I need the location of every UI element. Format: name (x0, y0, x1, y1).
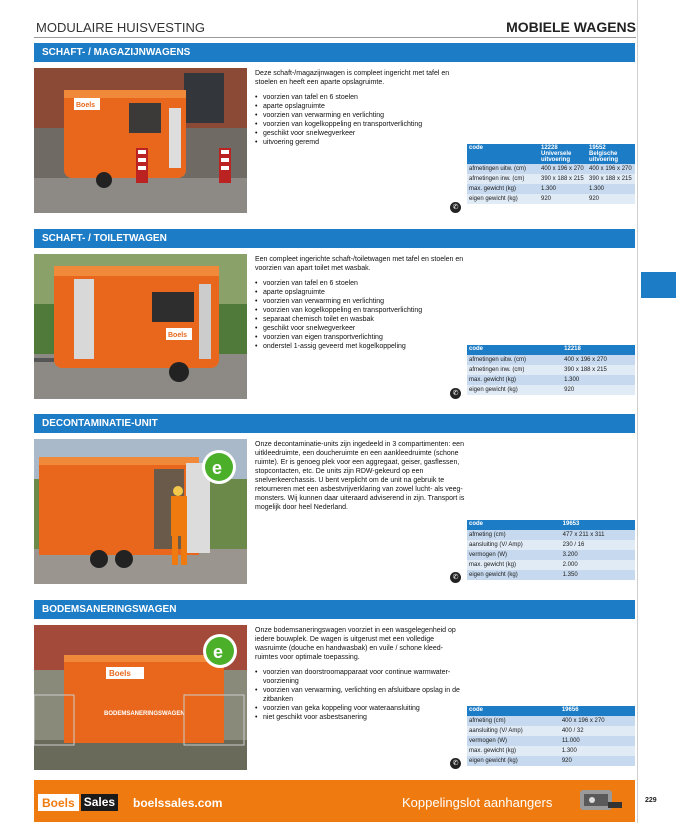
spec-label: afmetingen inw. (cm) (467, 174, 539, 184)
product-photo-bodemsanering (34, 625, 247, 770)
spec-label: vermogen (W) (467, 736, 560, 746)
feature-item: • voorzien van verwarming en verlichting (255, 297, 465, 306)
section-title: SCHAFT- / MAGAZIJNWAGENS (42, 47, 191, 58)
code-header: code (467, 345, 562, 355)
phone-icon: ✆ (450, 202, 461, 213)
spec-value: 11.000 (560, 736, 635, 746)
spec-label: max. gewicht (kg) (467, 560, 561, 570)
trailer-lettering: BODEMSANERINGSWAGEN (104, 711, 185, 717)
trailer-logo: Boels (109, 669, 131, 678)
spec-value: 230 / 16 (561, 540, 635, 550)
spec-label: eigen gewicht (kg) (467, 385, 562, 395)
spec-label: eigen gewicht (kg) (467, 756, 560, 766)
code-header: code (467, 706, 560, 716)
spec-value: 400 x 196 x 270 (539, 164, 587, 174)
spec-value: 920 (560, 756, 635, 766)
spec-label: afmeting (cm) (467, 716, 560, 726)
code-value: 19656 (560, 706, 635, 716)
section-intro: Onze bodemsaneringswagen voorziet in een wasgelegenheid op iedere bouwplek. De wagen is uitgerust met een volledige wasruimte (douche en handwasbak) en vuile / schone kleed-ruimtes voor optimale toepassing. (255, 627, 456, 661)
code-value: 12218 (562, 345, 635, 355)
spec-label: vermogen (W) (467, 550, 561, 560)
feature-item: • separaat chemisch toilet en wasbak (255, 315, 465, 324)
feature-item: • voorzien van eigen transportverlichting (255, 333, 465, 342)
spec-value: 400 x 196 x 270 (562, 355, 635, 365)
header-category: MODULAIRE HUISVESTING (36, 20, 206, 35)
code-header: code (467, 144, 539, 164)
feature-item: • niet geschikt voor asbestsanering (255, 713, 465, 722)
section-title-bar (34, 414, 635, 433)
feature-item: • uitvoering geremd (255, 138, 465, 147)
header-divider (34, 37, 636, 38)
spec-value: 400 / 32 (560, 726, 635, 736)
feature-item: • voorzien van verwarming en verlichting (255, 111, 465, 120)
spec-label: max. gewicht (kg) (467, 375, 562, 385)
spec-label: aansluiting (V/ Amp) (467, 540, 561, 550)
phone-icon: ✆ (450, 758, 461, 769)
footer-banner (34, 780, 635, 822)
spec-label: eigen gewicht (kg) (467, 570, 561, 580)
coupling-lock-image (574, 782, 624, 820)
footer-product-title: Koppelingslot aanhangers (402, 795, 553, 810)
spec-table (467, 520, 635, 580)
phone-icon: ✆ (450, 388, 461, 399)
spec-label: afmetingen inw. (cm) (467, 365, 562, 375)
spec-value: 920 (562, 385, 635, 395)
spec-value: 390 x 188 x 215 (587, 174, 635, 184)
feature-item: • voorzien van tafel en 6 stoelen (255, 279, 465, 288)
code-value: 19552 Belgische uitvoering (587, 144, 635, 164)
section-intro: Onze decontaminatie-units zijn ingedeeld in 3 compartimenten: een uitkleedruimte, een doucheruimte en een aankleedruimte (schone ruimte). Er is genoeg plek voor een aggregaat, geiser, gasflessen, stopcontacten, etc. De units zijn RDW-gekeurd op een snelverkeerchassis. U bent verplicht om de unit na gebruik te retourneren met een asbestvrijverklaring van zowel lucht- als veeg-monsters. Wij kunnen daar uiteraard adviserend in zijn. Transport is mogelijk door heel Nederland. (255, 441, 465, 511)
spec-value: 1.300 (562, 375, 635, 385)
spec-label: eigen gewicht (kg) (467, 194, 539, 204)
chapter-tab (641, 272, 676, 298)
section-title-bar (34, 43, 635, 62)
feature-item: • voorzien van tafel en 6 stoelen (255, 93, 465, 102)
spec-table (467, 144, 635, 204)
feature-item: • aparte opslagruimte (255, 288, 465, 297)
spec-value: 1.300 (539, 184, 587, 194)
website-link[interactable]: boelssales.com (133, 796, 223, 810)
spec-label: afmetingen uitw. (cm) (467, 355, 562, 365)
section-description (255, 626, 465, 722)
section-title: BODEMSANERINGSWAGEN (42, 604, 177, 615)
spec-value: 390 x 188 x 215 (562, 365, 635, 375)
spec-value: 1.300 (560, 746, 635, 756)
trailer-logo: Boels (76, 102, 96, 109)
spec-value: 3.200 (561, 550, 635, 560)
trailer-logo: Boels (168, 332, 188, 339)
section-intro: Een compleet ingerichte schaft-/toiletwagen met tafel en stoelen en voorzien van apart toilet met wasbak. (255, 256, 464, 272)
spec-value: 1.300 (587, 184, 635, 194)
spec-label: max. gewicht (kg) (467, 746, 560, 756)
spec-label: afmeting (cm) (467, 530, 561, 540)
spec-value: 400 x 196 x 270 (587, 164, 635, 174)
spec-table (467, 706, 635, 766)
section-title: DECONTAMINATIE-UNIT (42, 418, 158, 429)
code-value: 19653 (561, 520, 635, 530)
section-title: SCHAFT- / TOILETWAGEN (42, 233, 167, 244)
spec-value: 400 x 196 x 270 (560, 716, 635, 726)
feature-item: • geschikt voor snelwegverkeer (255, 129, 465, 138)
page-number: 229 (645, 797, 657, 804)
feature-list (255, 279, 465, 351)
spec-table (467, 345, 635, 395)
spec-value: 477 x 211 x 311 (561, 530, 635, 540)
product-photo-decontaminatie (34, 439, 247, 584)
eco-logo: e (212, 458, 223, 478)
feature-item: • voorzien van doorstroomapparaat voor continue warmwater-voorziening (255, 668, 465, 686)
spec-value: 390 x 188 x 215 (539, 174, 587, 184)
feature-item: • onderstel 1-assig geveerd met kogelkoppeling (255, 342, 465, 351)
section-description (255, 255, 465, 351)
feature-item: • geschikt voor snelwegverkeer (255, 324, 465, 333)
phone-icon: ✆ (450, 572, 461, 583)
header-title: MOBIELE WAGENS (506, 19, 636, 35)
feature-list (255, 93, 465, 147)
boels-sales-logo[interactable] (38, 794, 118, 811)
section-title-bar (34, 600, 635, 619)
section-title-bar (34, 229, 635, 248)
spec-value: 2.000 (561, 560, 635, 570)
section-intro: Deze schaft-/magazijnwagen is compleet ingericht met tafel en stoelen en heeft een aparte opslagruimte. (255, 70, 450, 86)
spec-value: 920 (587, 194, 635, 204)
feature-list (255, 668, 465, 722)
product-photo-schaftwagen (34, 68, 247, 213)
spec-label: afmetingen uitw. (cm) (467, 164, 539, 174)
code-value: 12228 Universele uitvoering (539, 144, 587, 164)
feature-item: • aparte opslagruimte (255, 102, 465, 111)
logo-boels: Boels (38, 794, 79, 811)
feature-item: • voorzien van kogelkoppeling en transportverlichting (255, 120, 465, 129)
product-photo-toiletwagen (34, 254, 247, 399)
spec-value: 920 (539, 194, 587, 204)
feature-item: • voorzien van verwarming, verlichting en afsluitbare opslag in de zitbanken (255, 686, 465, 704)
feature-item: • voorzien van kogelkoppeling en transportverlichting (255, 306, 465, 315)
code-header: code (467, 520, 561, 530)
logo-sales: Sales (81, 794, 118, 811)
svg-text:e: e (213, 642, 224, 662)
spec-value: 1.350 (561, 570, 635, 580)
spec-label: aansluiting (V/ Amp) (467, 726, 560, 736)
feature-item: • voorzien van geka koppeling voor wateraansluiting (255, 704, 465, 713)
page-edge-line (637, 0, 638, 823)
spec-label: max. gewicht (kg) (467, 184, 539, 194)
section-description (255, 440, 465, 518)
section-description (255, 69, 465, 147)
